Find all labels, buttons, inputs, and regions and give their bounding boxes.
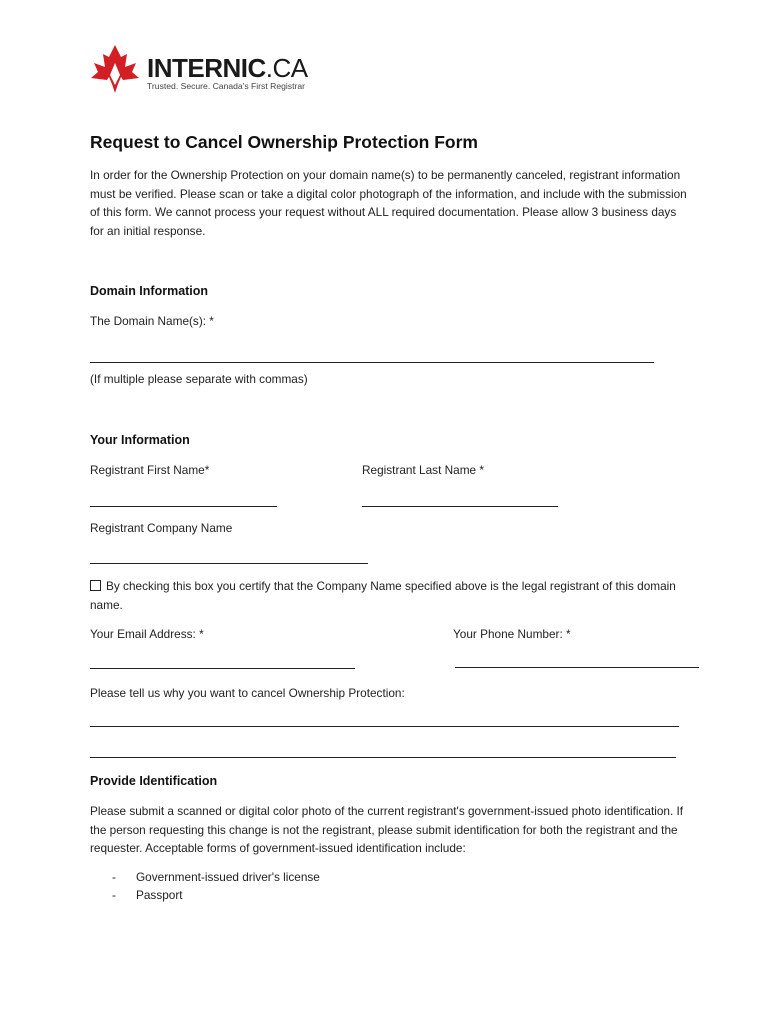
last-name-field[interactable] [362, 490, 558, 506]
reason-underline-1 [90, 726, 679, 727]
phone-underline [455, 667, 699, 668]
your-info-heading: Your Information [90, 433, 190, 447]
domain-info-heading: Domain Information [90, 284, 209, 298]
reason-label: Please tell us why you want to cancel Ownership Protection: [90, 686, 405, 700]
logo-tagline: Trusted. Secure. Canada's First Registrar [147, 81, 305, 91]
email-field[interactable] [90, 652, 355, 668]
first-name-field[interactable] [90, 490, 277, 506]
logo-name: INTERNIC [147, 53, 266, 83]
certify-text: By checking this box you certify that the Company Name specified above is the legal registrant of this domain name. [90, 579, 676, 612]
email-underline [90, 668, 355, 669]
last-name-underline [362, 506, 558, 507]
domain-name-hint: (If multiple please separate with commas) [90, 372, 308, 386]
logo-wordmark [147, 55, 308, 81]
list-item-marker: - [112, 888, 116, 902]
last-name-label: Registrant Last Name * [362, 463, 484, 477]
page-title: Request to Cancel Ownership Protection Form [90, 132, 478, 152]
list-item-marker: - [112, 870, 116, 884]
domain-name-field[interactable] [90, 346, 654, 362]
logo-tld: .CA [265, 53, 308, 83]
email-label: Your Email Address: * [90, 627, 204, 641]
maple-leaf-icon [90, 45, 140, 93]
first-name-underline [90, 506, 277, 507]
list-item: Government-issued driver's license [136, 870, 320, 884]
company-name-label: Registrant Company Name [90, 521, 233, 535]
reason-field-line-1[interactable] [90, 710, 679, 726]
phone-field[interactable] [455, 651, 699, 667]
first-name-label: Registrant First Name* [90, 463, 210, 477]
identification-paragraph: Please submit a scanned or digital color photo of the current registrant's government-issued photo identification. If the person requesting this change is not the registrant, please submit identification for both the registrant and the requester. Acceptable forms of government-issued identification include: [90, 804, 684, 856]
phone-label: Your Phone Number: * [453, 627, 571, 641]
identification-heading: Provide Identification [90, 774, 218, 788]
domain-name-underline [90, 362, 654, 363]
domain-name-label: The Domain Name(s): * [90, 314, 214, 328]
reason-field-line-2[interactable] [90, 741, 676, 757]
company-name-underline [90, 563, 368, 564]
list-item: Passport [136, 888, 183, 902]
reason-underline-2 [90, 757, 676, 758]
company-name-field[interactable] [90, 547, 368, 563]
intro-paragraph: In order for the Ownership Protection on your domain name(s) to be permanently canceled, registrant information must be verified. Please scan or take a digital color photograph of the information, and include with the submission of this form. We cannot process your request without ALL required documentation. Please allow 3 business days for an initial response. [90, 168, 687, 239]
